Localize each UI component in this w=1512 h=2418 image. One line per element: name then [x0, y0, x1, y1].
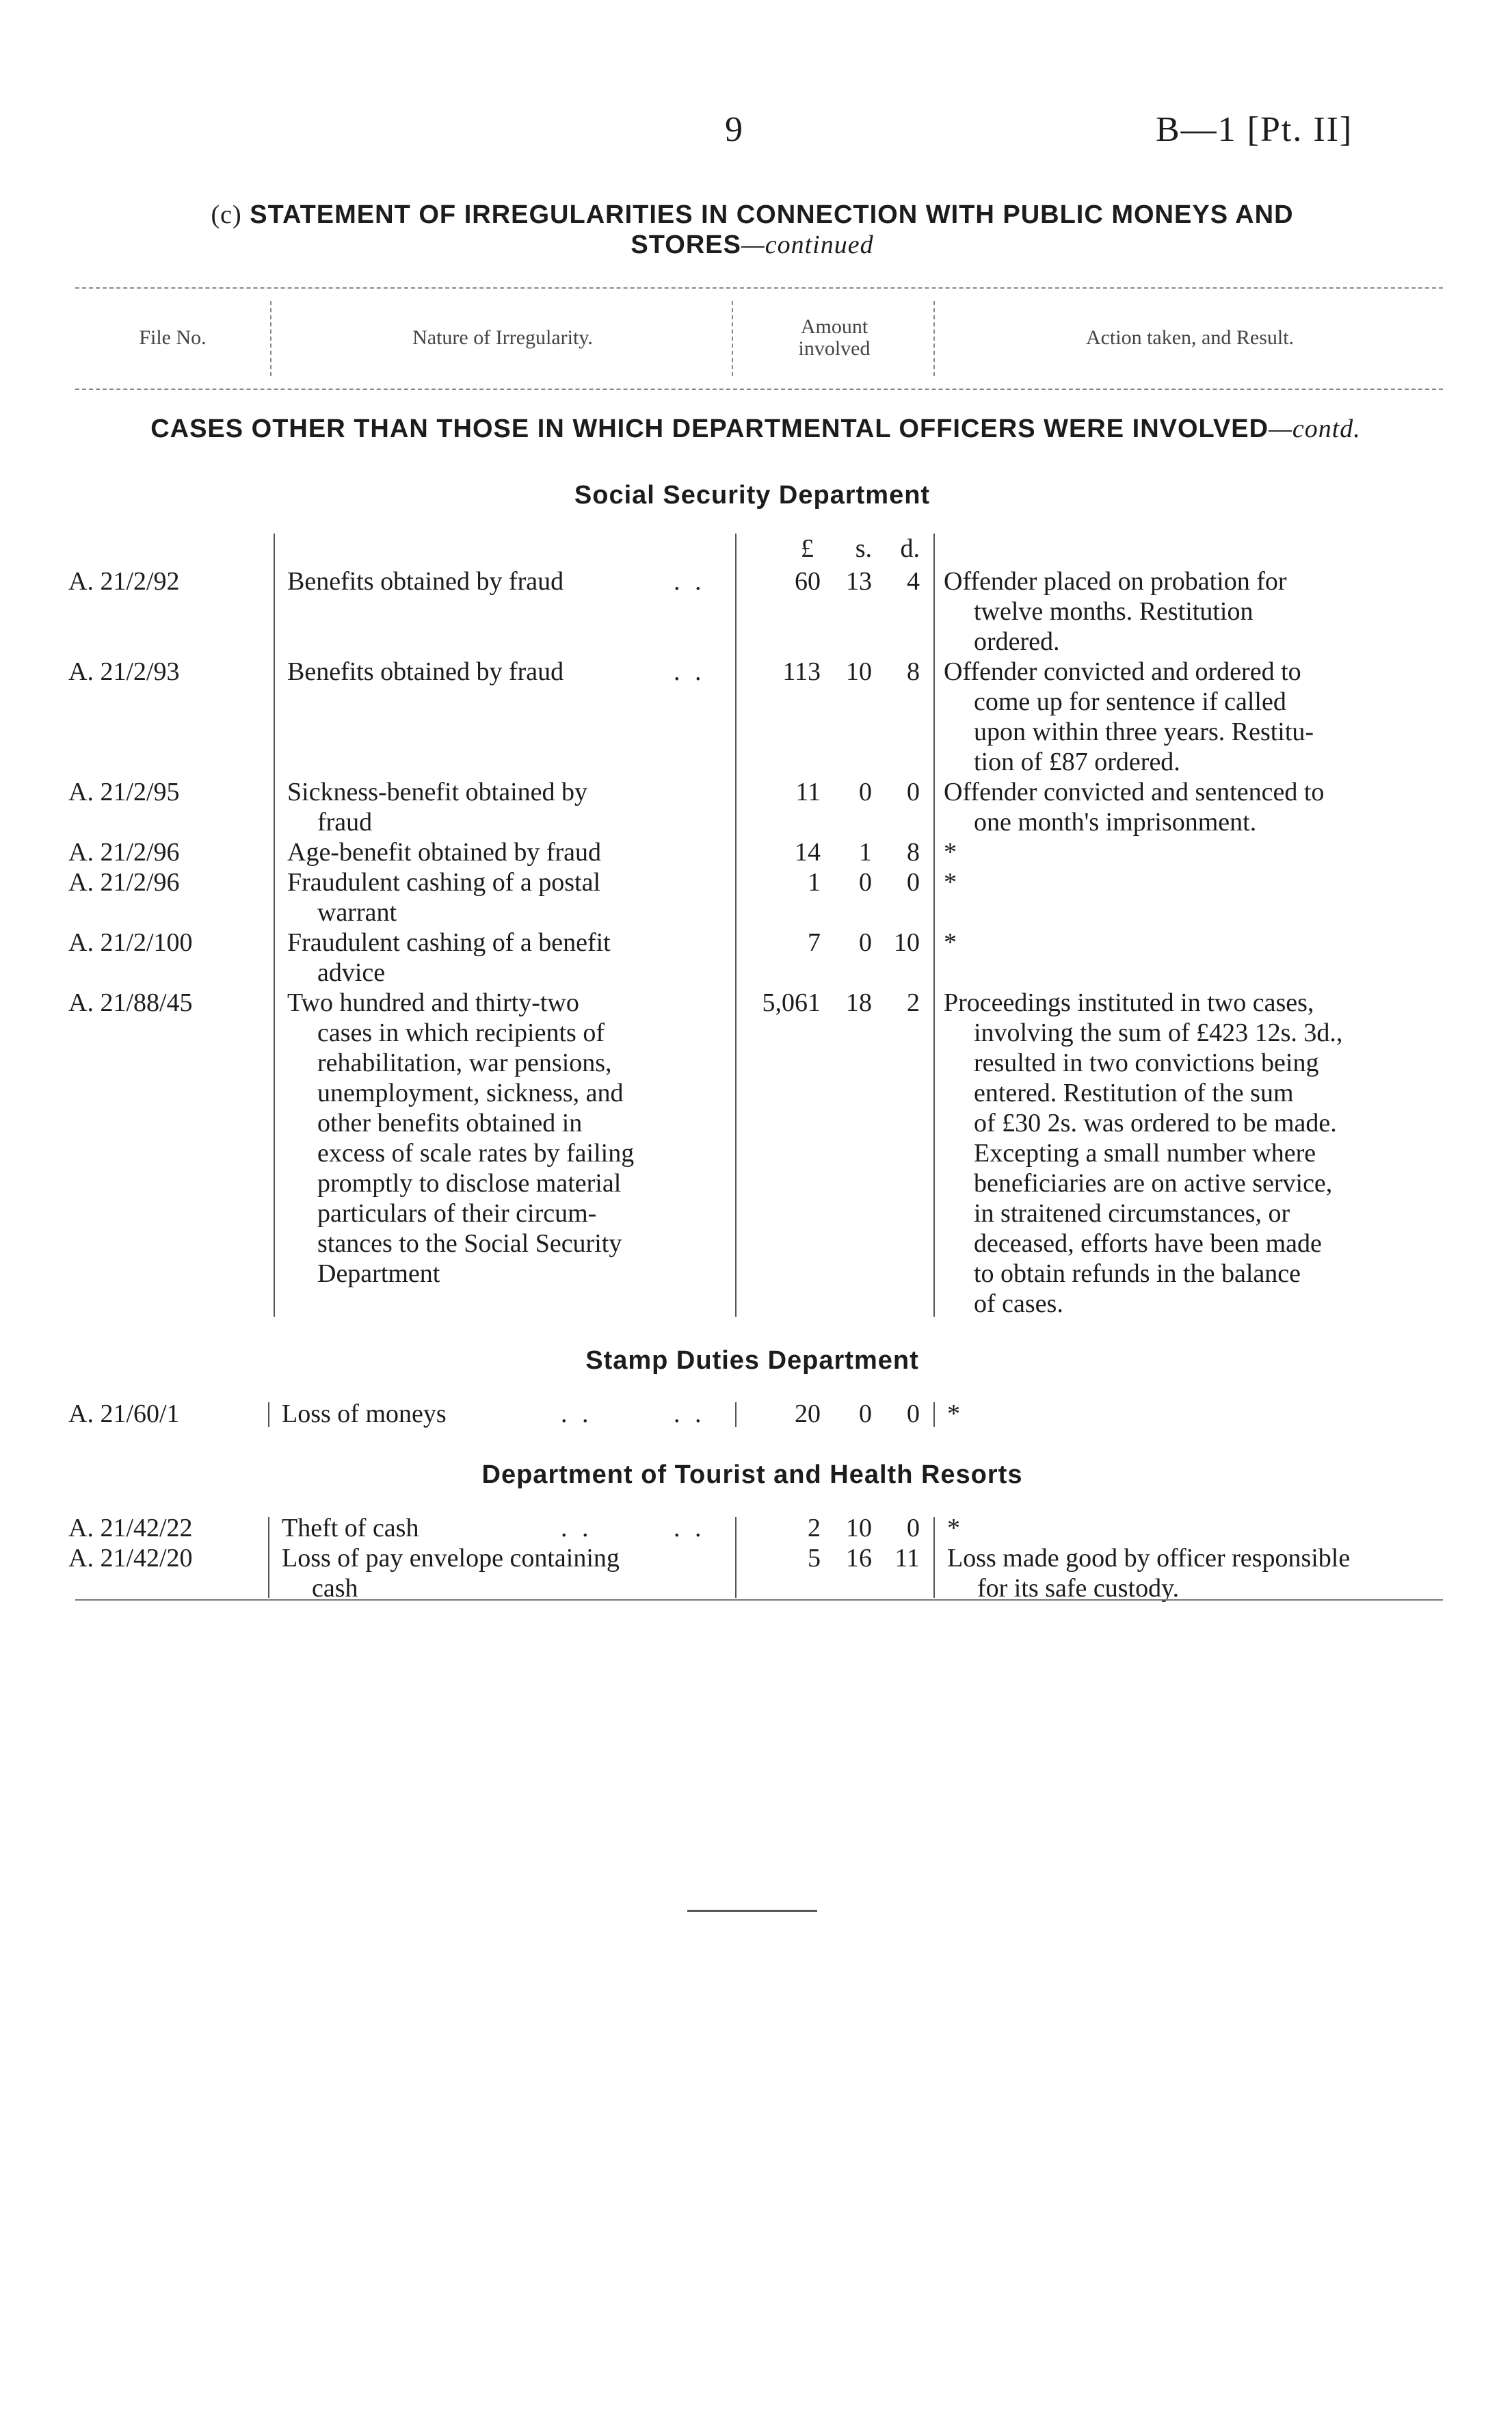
currency-header-pence: d.	[900, 534, 920, 563]
amount-pence: 10	[894, 928, 920, 957]
amount-pence: 8	[907, 657, 920, 686]
action-line: resulted in two convictions being	[974, 1049, 1319, 1077]
file-number: A. 21/60/1	[68, 1399, 180, 1428]
nature-of-irregularity	[287, 867, 711, 928]
document-reference: B—1 [Pt. II]	[1156, 110, 1353, 149]
nature-of-irregularity: Loss of moneys	[282, 1399, 447, 1428]
action-line: deceased, efforts have been made	[974, 1229, 1322, 1258]
title-line-1-text: STATEMENT OF IRREGULARITIES IN CONNECTION WITH PUBLIC MONEYS AND	[250, 200, 1294, 229]
file-number: A. 21/42/22	[68, 1514, 193, 1542]
title-line-2-text: STORES	[631, 231, 741, 259]
file-number: A. 21/88/45	[68, 988, 193, 1017]
amount-shillings: 10	[846, 657, 872, 686]
amount-shillings: 0	[859, 778, 872, 806]
nature-line: particulars of their circum-	[317, 1199, 597, 1228]
page-title	[68, 200, 1436, 260]
column-rule-2	[735, 534, 737, 1317]
action-line: to obtain refunds in the balance	[974, 1259, 1301, 1288]
nature-line: Loss of pay envelope containing	[282, 1544, 620, 1573]
action-line: twelve months. Restitution	[974, 597, 1254, 626]
file-number: A. 21/2/96	[68, 868, 180, 897]
action-line: come up for sentence if called	[974, 687, 1286, 716]
title-prefix: (c)	[211, 200, 242, 229]
nature-of-irregularity	[287, 988, 711, 1289]
amount-pence: 0	[907, 1399, 920, 1428]
file-number: A. 21/2/95	[68, 778, 180, 806]
action-line: for its safe custody.	[977, 1574, 1180, 1603]
nature-line: cases in which recipients of	[317, 1019, 605, 1047]
nature-of-irregularity	[282, 1543, 719, 1603]
currency-header-pounds: £	[801, 534, 814, 563]
leader-dots: . .	[561, 1399, 593, 1428]
action-line: entered. Restitution of the sum	[974, 1079, 1294, 1107]
action-taken: *	[947, 1399, 960, 1428]
action-line: one month's imprisonment.	[974, 808, 1257, 837]
section-heading	[68, 414, 1443, 444]
table-bottom-rule	[75, 1599, 1443, 1601]
leader-dots: . .	[674, 657, 706, 686]
department-heading-social-security: Social Security Department	[574, 481, 931, 510]
amount-pence: 2	[907, 988, 920, 1017]
amount-shillings: 0	[859, 928, 872, 957]
file-number: A. 21/42/20	[68, 1544, 193, 1573]
amount-pence: 0	[907, 1514, 920, 1542]
header-top-rule	[75, 287, 1443, 289]
title-line-1	[68, 200, 1436, 230]
action-line: in straitened circumstances, or	[974, 1199, 1290, 1228]
currency-header-shillings: s.	[855, 534, 872, 563]
amount-pence: 11	[894, 1544, 920, 1573]
amount-pounds: 14	[795, 838, 821, 867]
action-taken: *	[944, 838, 957, 867]
amount-pounds: 2	[808, 1514, 821, 1542]
leader-dots: . .	[674, 1399, 706, 1428]
action-line: of £30 2s. was ordered to be made.	[974, 1109, 1337, 1138]
nature-of-irregularity: Benefits obtained by fraud	[287, 567, 564, 596]
nature-of-irregularity: Benefits obtained by fraud	[287, 657, 564, 686]
amount-shillings: 10	[846, 1514, 872, 1542]
amount-shillings: 16	[846, 1544, 872, 1573]
amount-pounds: 11	[795, 778, 821, 806]
section-heading-text: CASES OTHER THAN THOSE IN WHICH DEPARTMENTAL OFFICERS WERE INVOLVED	[150, 415, 1269, 443]
action-taken	[944, 777, 1443, 837]
leader-dots: . .	[674, 1514, 706, 1542]
action-taken: *	[944, 928, 957, 957]
action-taken	[944, 988, 1443, 1319]
leader-dots: . .	[674, 567, 706, 596]
file-number: A. 21/2/92	[68, 567, 180, 596]
file-number: A. 21/2/100	[68, 928, 193, 957]
amount-pounds: 7	[808, 928, 821, 957]
header-bottom-rule	[75, 389, 1443, 390]
end-divider	[687, 1910, 817, 1912]
amount-shillings: 18	[846, 988, 872, 1017]
action-line: Excepting a small number where	[974, 1139, 1316, 1168]
page-number: 9	[725, 110, 743, 149]
header-divider-1	[270, 301, 271, 376]
column-header-amount-line-1: Amount	[800, 315, 868, 338]
action-line: beneficiaries are on active service,	[974, 1169, 1333, 1198]
column-rule	[735, 1402, 737, 1427]
column-rule	[933, 1402, 935, 1427]
column-header-amount-line-2: involved	[798, 337, 871, 360]
nature-line: other benefits obtained in	[317, 1109, 583, 1138]
nature-line: excess of scale rates by failing	[317, 1139, 635, 1168]
nature-line: Two hundred and thirty-two	[287, 988, 579, 1017]
action-line: Loss made good by officer responsible	[947, 1544, 1351, 1573]
department-heading-tourist-health-resorts: Department of Tourist and Health Resorts	[481, 1460, 1023, 1489]
amount-pounds: 20	[795, 1399, 821, 1428]
nature-of-irregularity	[287, 928, 711, 988]
action-line: of cases.	[974, 1289, 1063, 1318]
nature-of-irregularity: Age-benefit obtained by fraud	[287, 838, 601, 867]
amount-pence: 8	[907, 838, 920, 867]
nature-line: advice	[317, 958, 386, 987]
action-taken	[944, 566, 1443, 657]
action-taken: *	[947, 1514, 960, 1542]
amount-shillings: 0	[859, 868, 872, 897]
nature-of-irregularity: Theft of cash	[282, 1514, 419, 1542]
title-line-2	[68, 230, 1436, 260]
nature-line: promptly to disclose material	[317, 1169, 622, 1198]
nature-line: fraud	[317, 808, 373, 837]
nature-line: Fraudulent cashing of a benefit	[287, 928, 611, 957]
action-line: Offender convicted and ordered to	[944, 657, 1301, 686]
nature-line: Sickness-benefit obtained by	[287, 778, 588, 806]
department-heading-stamp-duties: Stamp Duties Department	[585, 1346, 919, 1375]
column-rule	[933, 1517, 935, 1598]
file-number: A. 21/2/96	[68, 838, 180, 867]
column-header-amount	[735, 316, 933, 360]
nature-line: unemployment, sickness, and	[317, 1079, 624, 1107]
nature-line: Department	[317, 1259, 440, 1288]
action-line: Proceedings instituted in two cases,	[944, 988, 1314, 1017]
file-number: A. 21/2/93	[68, 657, 180, 686]
amount-shillings: 0	[859, 1399, 872, 1428]
action-line: tion of £87 ordered.	[974, 748, 1180, 776]
header-divider-3	[933, 301, 935, 376]
column-rule	[268, 1402, 269, 1427]
title-continued: —continued	[741, 231, 874, 259]
amount-shillings: 1	[859, 838, 872, 867]
action-taken	[944, 657, 1443, 777]
amount-pounds: 5,061	[762, 988, 821, 1017]
column-header-nature: Nature of Irregularity.	[412, 326, 593, 349]
action-line: upon within three years. Restitu-	[974, 718, 1314, 746]
header-divider-2	[732, 301, 733, 376]
column-rule	[735, 1517, 737, 1598]
leader-dots: . .	[561, 1514, 593, 1542]
column-header-action: Action taken, and Result.	[1085, 326, 1295, 349]
action-line: involving the sum of £423 12s. 3d.,	[974, 1019, 1343, 1047]
amount-pounds: 1	[808, 868, 821, 897]
amount-shillings: 13	[846, 567, 872, 596]
nature-line: warrant	[317, 898, 397, 927]
amount-pence: 0	[907, 868, 920, 897]
action-line: Offender placed on probation for	[944, 567, 1287, 596]
amount-pence: 0	[907, 778, 920, 806]
column-rule-1	[274, 534, 275, 1317]
column-rule-3	[933, 534, 935, 1317]
nature-line: cash	[312, 1574, 358, 1603]
section-heading-contd: —contd.	[1269, 415, 1361, 443]
nature-line: rehabilitation, war pensions,	[317, 1049, 612, 1077]
action-line: ordered.	[974, 627, 1060, 656]
nature-line: Fraudulent cashing of a postal	[287, 868, 601, 897]
action-taken: *	[944, 868, 957, 897]
nature-line: stances to the Social Security	[317, 1229, 622, 1258]
amount-pounds: 5	[808, 1544, 821, 1573]
action-line: Offender convicted and sentenced to	[944, 778, 1325, 806]
column-header-file-no: File No.	[139, 326, 207, 349]
amount-pounds: 113	[782, 657, 821, 686]
action-taken	[947, 1543, 1443, 1603]
amount-pence: 4	[907, 567, 920, 596]
nature-of-irregularity	[287, 777, 711, 837]
amount-pounds: 60	[795, 567, 821, 596]
